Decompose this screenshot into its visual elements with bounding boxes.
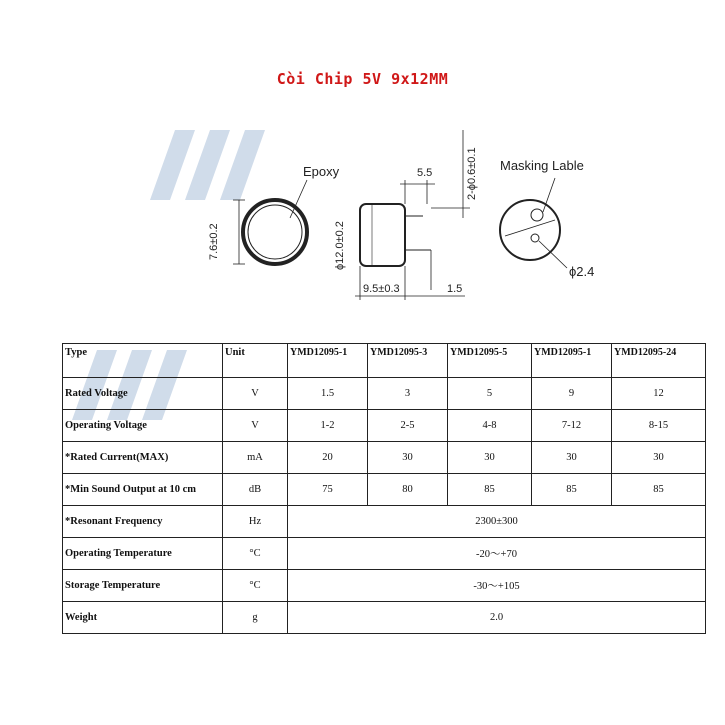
param-label: *Rated Current(MAX): [63, 442, 223, 474]
value-cell: 85: [448, 474, 532, 506]
table-row-sound-output: [63, 474, 706, 506]
value-cell: 30: [532, 442, 612, 474]
param-label: Weight: [63, 602, 223, 634]
header-model-1: YMD12095-1: [288, 344, 368, 378]
unit-cell: dB: [223, 474, 288, 506]
param-label: *Resonant Frequency: [63, 506, 223, 538]
value-cell: 2300±300: [288, 506, 706, 538]
value-cell: 1.5: [288, 378, 368, 410]
value-cell: 1-2: [288, 410, 368, 442]
side-view: [355, 130, 470, 300]
dim-height-label: 7.6±0.2: [208, 223, 220, 260]
table-row-operating-temperature: [63, 538, 706, 570]
epoxy-label: Epoxy: [303, 164, 340, 179]
unit-cell: mA: [223, 442, 288, 474]
value-cell: 5: [448, 378, 532, 410]
param-label: *Min Sound Output at 10 cm: [63, 474, 223, 506]
param-label: Operating Temperature: [63, 538, 223, 570]
table-row-storage-temperature: [63, 570, 706, 602]
param-label: Operating Voltage: [63, 410, 223, 442]
param-label: Rated Voltage: [63, 378, 223, 410]
value-cell: -30～+105: [288, 570, 706, 602]
dim-pin-diameter-label: 2-ϕ0.6±0.1: [466, 147, 478, 200]
value-cell: 30: [612, 442, 706, 474]
top-view: [233, 180, 307, 264]
dim-diameter-label: ϕ12.0±0.2: [334, 221, 346, 270]
value-cell: 85: [612, 474, 706, 506]
masking-label: Masking Lable: [500, 158, 584, 173]
unit-cell: °C: [223, 570, 288, 602]
value-cell: 3: [368, 378, 448, 410]
dim-hole-label: ϕ2.4: [569, 264, 595, 279]
table-row-rated-current: [63, 442, 706, 474]
value-cell: 7-12: [532, 410, 612, 442]
unit-cell: V: [223, 410, 288, 442]
value-cell: 75: [288, 474, 368, 506]
bottom-view: [500, 178, 567, 268]
dim-body-height-label: 9.5±0.3: [363, 283, 400, 295]
buzzer-dimension-drawing: [195, 120, 645, 310]
value-cell: 12: [612, 378, 706, 410]
value-cell: 30: [368, 442, 448, 474]
value-cell: 2.0: [288, 602, 706, 634]
header-type: Type: [63, 344, 223, 378]
unit-cell: Hz: [223, 506, 288, 538]
spec-table: [62, 343, 706, 634]
table-row-weight: [63, 602, 706, 634]
param-label: Storage Temperature: [63, 570, 223, 602]
value-cell: 8-15: [612, 410, 706, 442]
header-unit: Unit: [223, 344, 288, 378]
value-cell: 30: [448, 442, 532, 474]
dim-pin-length-label: 1.5: [447, 283, 463, 295]
value-cell: 4-8: [448, 410, 532, 442]
value-cell: 2-5: [368, 410, 448, 442]
value-cell: 85: [532, 474, 612, 506]
value-cell: -20～+70: [288, 538, 706, 570]
table-row-operating-voltage: [63, 410, 706, 442]
unit-cell: °C: [223, 538, 288, 570]
unit-cell: V: [223, 378, 288, 410]
page-title: Còi Chip 5V 9x12MM: [276, 70, 449, 88]
header-model-4: YMD12095-1: [532, 344, 612, 378]
header-model-3: YMD12095-5: [448, 344, 532, 378]
table-row-rated-voltage: [63, 378, 706, 410]
table-header-row: [63, 344, 706, 378]
value-cell: 9: [532, 378, 612, 410]
header-model-2: YMD12095-3: [368, 344, 448, 378]
header-model-5: YMD12095-24: [612, 344, 706, 378]
value-cell: 80: [368, 474, 448, 506]
unit-cell: g: [223, 602, 288, 634]
value-cell: 20: [288, 442, 368, 474]
dim-pin-pitch-label: 5.5: [417, 167, 433, 179]
table-row-resonant-frequency: [63, 506, 706, 538]
